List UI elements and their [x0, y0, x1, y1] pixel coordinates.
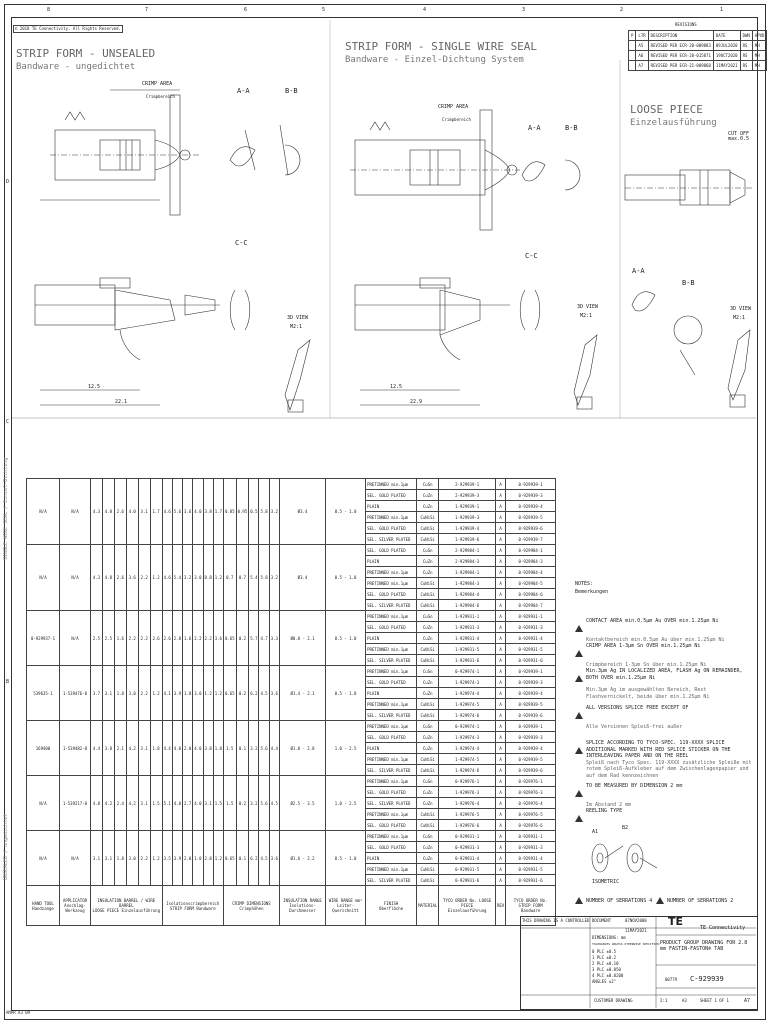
table-row: SEL. SILVER PLATED CuNiSi 1-929984-6 A 0-929984-7 [27, 600, 556, 611]
table-row: PRETINNED min.1µm CuNiSi 0-929931-5 A 0-929931-5 [27, 864, 556, 875]
section-label: A-A [528, 124, 541, 132]
zone-label: 1 [720, 7, 724, 13]
table-header: HAND TOOL Handzange APPLICATOR Anschlag-Werkzeug INSULATION BARREL / WIRE BARREL LOOSE PIECE Einzelausführung Isolationscrimpbereich STRIP FORM Bandware CRIMP DIMENSIONS Crimphöhen INSULATION RANGE Isolations-Durchmesser WIRE RANGE mm² Leiter-Querschnitt FINISH Oberfläche MATERIAL TYCO ORDER No. LOOSE PIECE Einzelausführung REV TYCO ORDER No. STRIP FORM Bandware [27, 886, 556, 926]
zone-label: C [6, 419, 10, 425]
zone-label: D [6, 179, 10, 185]
zone-label: 4 [423, 7, 427, 13]
scale-label: M2:1 [290, 324, 303, 330]
reel-caption: ISOMETRIC [592, 879, 620, 885]
notes-title-de: Bemerkungen [575, 589, 609, 595]
title-block-line: 0 PLC ±0.5 [592, 949, 617, 954]
title-block-line: DIMENSIONS: mm [592, 935, 626, 940]
bom-side-label-sealed: SINGLE WIRE SEAL / Einzel-Dichtung [3, 457, 9, 560]
cage-code: 00779 [665, 977, 678, 982]
table-row: PRETINNED min.1µm CuNiSi 1-929974-5 A 0-929939-5 [27, 699, 556, 710]
zone-label: 7 [145, 7, 149, 13]
zone-label: 5 [322, 7, 326, 13]
crimp-area-de-label-sealed: Crimpbereich [442, 117, 471, 122]
scale-label: M2:1 [580, 313, 593, 319]
table-row: SEL. GOLD PLATED CuZn 1-929931-3 A 0-929931-3 [27, 622, 556, 633]
note-item: SPLICE ACCORDING TO TYCO-SPEC. 119-XXXX SPLICE ADDITIONAL MARKED WITH RED SPLICE STICKER ON THE INTERLEAVING PAPER AND ON THE REEL Spleiß nach Tyco Spec. 119-XXXX zusätzliche Spleiße mit rotem Spleiß-Aufkleber auf dem Zwischenlagenpapier und auf dem Rad kennzeichnen [575, 740, 755, 779]
copyright-note: © 2018 TE Connectivity. All Rights Reserved. [15, 26, 121, 31]
table-row: SEL. GOLD PLATED CuZn 0-929931-3 A 0-929931-3 [27, 842, 556, 853]
view-subtitle-loose: Einzelausführung [630, 118, 717, 128]
note-item: ALL VERSIONS SPLICE FREE EXCEPT OF Alle Versionen Spleiß-frei außer [575, 705, 755, 731]
table-row: SEL. SILVER PLATED CuNiSi 1-929974-6 A 0-929939-6 [27, 765, 556, 776]
scale-label: M2:1 [733, 315, 746, 321]
table-row: N/A N/A 3.1 3.1 1.8 3.0 2.2 1.2 3.5 3.9 2.0 1.0 2.8 1.2 0.65 0.1 6.2 4.5 3.6 Ø1.6 - 2.2 0.5 - 1.0 PRETINNED min.1µm CuSn 0-929931-1 A 0-929931-1 [27, 831, 556, 842]
title-block-line: TOLERANCES UNLESS OTHERWISE SPECIFIED: [592, 942, 661, 946]
note-item: Min.3µm Ag IN LOCALIZED AREA, FLASH Ag ON REMAINDER, BOTH OVER min.1.25µm Ni Min.3µm Ag im ausgewählten Bereich, Rest Flashvernickelt, beide über min.1.25µm Ni [575, 668, 755, 700]
table-row: PRETINNED min.1µm CuNiSi 1-929984-3 A 0-929984-5 [27, 578, 556, 589]
section-label: B-B [565, 124, 578, 132]
crimp-area-label: CRIMP AREA [142, 81, 173, 87]
section-label: A-A [237, 87, 250, 95]
table-row: PRETINNED min.1µm CuNiSi 1-929939-3 A 0-929939-5 [27, 512, 556, 523]
section-label: C-C [235, 239, 248, 247]
table-row: N/A N/A 4.3 4.8 2.6 3.6 2.2 1.2 4.6 5.4 3.2 3.0 0.8 1.2 0.7 0.7 5.4 5.8 3.2 Ø3.4 0.5 - 1.0 SEL. GOLD PLATED CuSn 2-929984-1 A 0-929984-1 [27, 545, 556, 556]
section-label: B-B [285, 87, 298, 95]
company-name: TE Connectivity [700, 925, 746, 931]
drawing-number: C-929939 [690, 975, 724, 983]
section-label: C-C [525, 252, 538, 260]
reel-label-a: A1 [592, 829, 599, 835]
table-row: SEL. SILVER PLATED CuZn 1-929976-4 A 0-929976-4 [27, 798, 556, 809]
dimension-label: 22.9 [410, 399, 423, 405]
drawing-title: PRODUCT GROUP DRAWING FOR 2.8 mm FASTIN-FASTON® TAB [660, 940, 748, 952]
note-item: CONTACT AREA min.0.5µm Au OVER min.1.25µm Ni Kontaktbereich min.0.5µm Au über min.1.25µm Ni [575, 618, 755, 644]
table-row: SEL. GOLD PLATED CuZn 1-929974-3 A 0-929939-3 [27, 677, 556, 688]
zone-label: 3 [522, 7, 526, 13]
table-row: SEL. GOLD PLATED CuNiSi 1-929939-4 A 0-929939-6 [27, 523, 556, 534]
table-row: PLAIN CuZn 1-929939-1 A 0-929939-4 [27, 501, 556, 512]
zone-label: 2 [620, 7, 624, 13]
serrations-note-a: NUMBER OF SERRATIONS 4 [575, 897, 652, 904]
zone-label: 6 [244, 7, 248, 13]
title-block-line: 2 PLC ±0.10 [592, 961, 619, 966]
table-row: PRETINNED min.1µm CuNiSi 1-929931-5 A 0-929931-5 [27, 644, 556, 655]
zone-label: B [6, 679, 10, 685]
table-row: 169400 1-539482-0 4.4 3.8 2.1 4.2 3.1 1.8 4.4 4.0 2.0 4.0 3.8 1.8 1.5 0.1 3.2 5.6 4.4 Ø1.8 - 2.8 1.0 - 2.5 PRETINNED min.1µm CuSn 0-929974-1 A 0-929939-1 [27, 721, 556, 732]
table-row: SEL. GOLD PLATED CuZn 1-929976-3 A 0-929976-3 [27, 787, 556, 798]
dimension-label: CUT OFF max.0.5 [728, 131, 750, 142]
table-row: SEL. SILVER PLATED CuNiSi 1-929974-6 A 0-929939-6 [27, 710, 556, 721]
notes-title: NOTES: [575, 581, 594, 587]
view-3d-label: 3D VIEW [287, 315, 309, 321]
title-block-line: THIS DRAWING IS A CONTROLLED DOCUMENT [522, 918, 612, 923]
view-3d-label: 3D VIEW [577, 304, 599, 310]
te-logo: TE [668, 915, 684, 928]
table-row: 0-929937-1 N/A 2.5 2.5 1.6 2.2 2.2 2.6 2.6 2.8 1.6 2.2 2.2 3.6 0.65 0.2 5.7 4.7 3.3 Ø0.8 - 2.1 0.5 - 1.0 PRETINNED min.1µm CuSn 1-929931-1 A 0-929931-1 [27, 611, 556, 622]
table-row: 539635-1 1-539476-0 3.7 3.1 1.8 3.0 2.2 1.2 4.1 3.9 1.8 3.0 1.2 1.2 0.65 0.2 6.2 4.5 3.6 Ø1.4 - 2.1 0.5 - 1.0 PRETINNED min.1µm CuSn 0-929974-1 A 0-929939-1 [27, 666, 556, 677]
title-block-line: 4 PLC ±0.0200 [592, 973, 624, 978]
date-drawn: 07NOV2008 [625, 918, 647, 923]
table-row: SEL. GOLD PLATED CuNiSi 1-929984-4 A 0-929984-6 [27, 589, 556, 600]
section-label: B-B [682, 279, 695, 287]
view-title-loose: LOOSE PIECE [630, 103, 703, 116]
drawing-size: A3 [682, 998, 687, 1003]
table-row: PLAIN CuZn 2-929984-3 A 0-929984-3 [27, 556, 556, 567]
rev-header: REVISIONS [675, 22, 697, 27]
view-subtitle-strip-unsealed: Bandware - ungedichtet [16, 62, 136, 72]
bom-side-label-unsealed: UNSEALED / ungedichtet [3, 813, 9, 880]
table-row: N/A 1-539217-0 4.8 4.2 2.4 4.2 3.1 1.5 5.1 4.8 2.7 4.0 3.1 1.5 1.5 0.2 3.2 5.6 4.5 Ø2.5 - 3.5 1.0 - 2.5 PRETINNED min.1µm CuSn 0-929976-1 A 0-929976-1 [27, 776, 556, 787]
customer-drawing: CUSTOMER DRAWING [594, 998, 633, 1003]
table-row: PLAIN CuZn 0-929931-4 A 0-929931-4 [27, 853, 556, 864]
note-item: CRIMP AREA 1-3µm Sn OVER min.1.25µm Ni Crimpbereich 1-3µm Sn über min.1.25µm Ni [575, 643, 755, 669]
revision-table: P LTR DESCRIPTION DATE DWN APVD A5 REVISED PER ECR-20-009883 09JUL2020 RS MH A6 REVISED PER ECR-20-015871 19OCT2020 RS MH A7 REVISED PER ECR-21-009860 11MAY2021 RS MH [628, 30, 767, 71]
view-title-strip-unsealed: STRIP FORM - UNSEALED [16, 47, 156, 60]
view-3d-label: 3D VIEW [730, 306, 752, 312]
crimp-area-label-sealed: CRIMP AREA [438, 104, 469, 110]
section-label: A-A [632, 267, 645, 275]
table-row: SEL. GOLD PLATED CuZn 1-929974-3 A 0-929939-3 [27, 732, 556, 743]
zone-label: 8 [47, 7, 51, 13]
table-row: PRETINNED min.1µm CuNiSi 1-929974-5 A 0-929939-5 [27, 754, 556, 765]
table-row: PRETINNED min.1µm CuZn 1-929984-1 A 0-929984-4 [27, 567, 556, 578]
table-row: SEL. SILVER PLATED CuNiSi 1-929931-6 A 0-929931-6 [27, 655, 556, 666]
note-item: REELING TYPE [575, 808, 755, 827]
table-row: PLAIN CuZn 1-929974-4 A 0-929939-4 [27, 688, 556, 699]
serrations-note-b: NUMBER OF SERRATIONS 2 [656, 897, 733, 904]
note-item: TO BE MEASURED BY DIMENSION 2 mm Im Abstand 2 mm [575, 783, 755, 809]
table-row: PLAIN CuZn 1-929931-4 A 0-929931-4 [27, 633, 556, 644]
dimension-label: 12.5 [390, 384, 403, 390]
view-title-strip-sealed: STRIP FORM - SINGLE WIRE SEAL [345, 40, 538, 53]
table-row: SEL. SILVER PLATED CuNiSi 0-929931-6 A 0-929931-6 [27, 875, 556, 886]
table-row: PRETINNED min.1µm CuNiSi 1-929976-5 A 0-929976-5 [27, 809, 556, 820]
title-block-line: ANGLES ±2° [592, 979, 617, 984]
dimension-label: 22.1 [115, 399, 128, 405]
drawing-scale: 2:1 [660, 998, 668, 1003]
table-row: N/A N/A 4.3 4.8 2.6 4.0 3.1 1.7 4.6 5.6 3.6 4.0 3.8 1.7 0.85 0.95 0.5 5.8 3.2 Ø3.4 0.5 - 1.0 PRETINNED min.1µm CuSn 2-929939-1 A 0-929939-1 [27, 479, 556, 490]
corner-text: AMPR A3 09 [6, 1010, 31, 1015]
dimension-label: 12.5 [88, 384, 101, 390]
table-row: PLAIN CuZn 1-929974-4 A 0-929939-4 [27, 743, 556, 754]
sheet-number: SHEET 1 OF 1 [700, 998, 729, 1003]
table-row: SEL. GOLD PLATED CuZn 2-929939-3 A 0-929939-3 [27, 490, 556, 501]
crimp-area-de-label: Crimpbereich [146, 94, 175, 99]
date-checked: 11MAY2021 [625, 928, 647, 933]
title-block-line: 1 PLC ±0.2 [592, 955, 617, 960]
title-block-line: 3 PLC ±0.050 [592, 967, 621, 972]
view-subtitle-strip-sealed: Bandware - Einzel-Dichtung System [345, 55, 524, 65]
table-row: SEL. GOLD PLATED CuNiSi 1-929976-6 A 0-929976-6 [27, 820, 556, 831]
drawing-rev: A7 [744, 998, 751, 1004]
reel-label-b: B2 [622, 825, 629, 831]
table-row: SEL. SILVER PLATED CuNiSi 1-929939-6 A 0-929939-7 [27, 534, 556, 545]
